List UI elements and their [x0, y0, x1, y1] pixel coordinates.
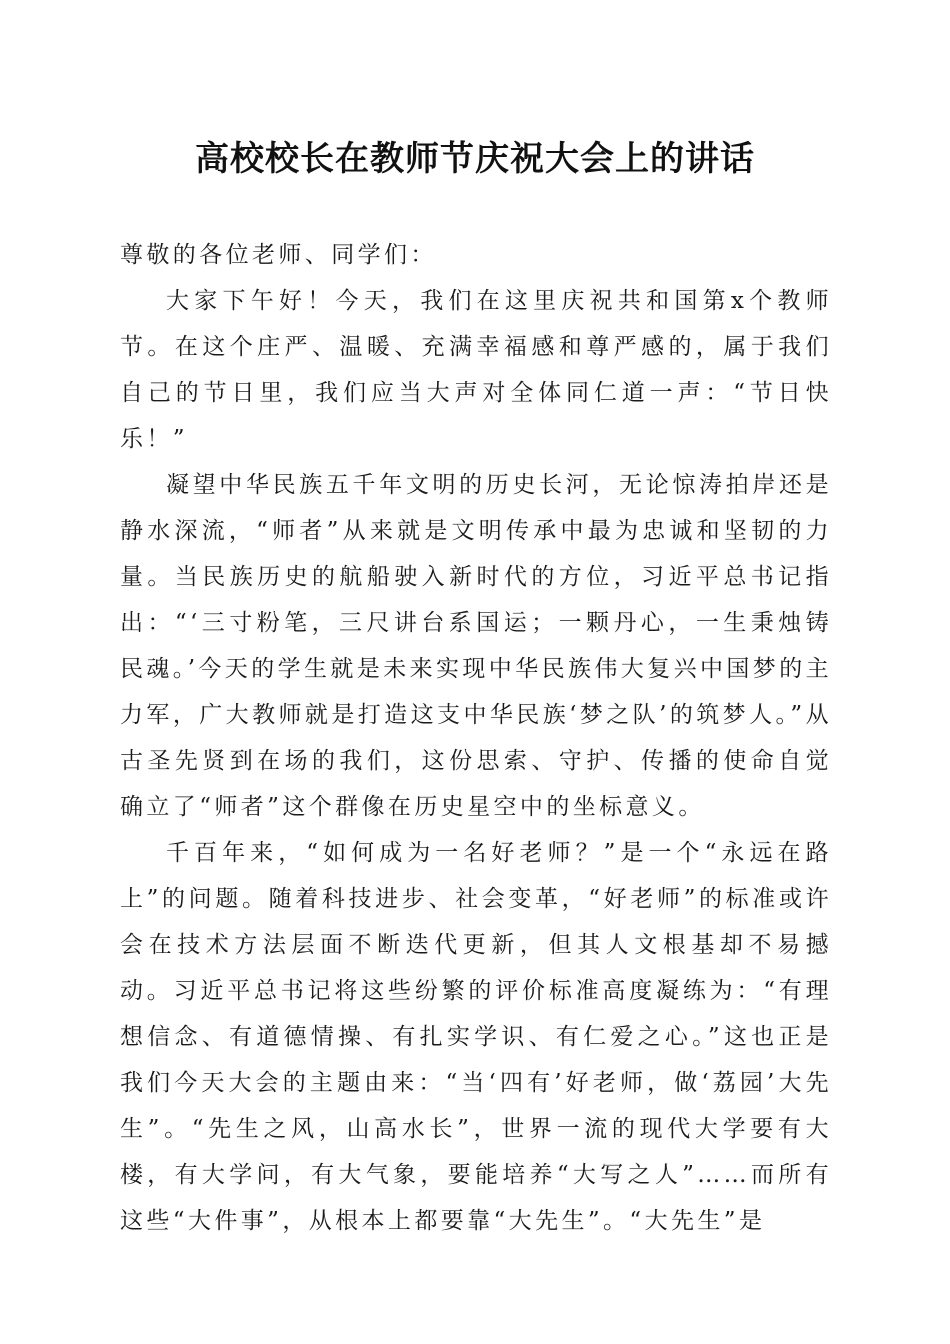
document-body — [120, 232, 832, 1244]
salutation: 尊敬的各位老师、同学们： — [120, 242, 437, 268]
paragraph-history: 凝望中华民族五千年文明的历史长河，无论惊涛拍岸还是静水深流，“师者”从来就是文明传承中最为忠诚和坚韧的力量。当民族历史的航船驶入新时代的方位，习近平总书记指出：“‘三寸粉笔，三尺讲台系国运；一颗丹心，一生秉烛铸民魂。’今天的学生就是未来实现中华民族伟大复兴中国梦的主力军，广大教师就是打造这支中华民族‘梦之队’的筑梦人。”从古圣先贤到在场的我们，这份思索、守护、传播的使命自觉确立了“师者”这个群像在历史星空中的坐标意义。 — [120, 472, 833, 820]
paragraph-greeting: 大家下午好！今天，我们在这里庆祝共和国第x个教师节。在这个庄严、温暖、充满幸福感和尊严感的，属于我们自己的节日里，我们应当大声对全体同仁道一声：“节日快乐！” — [120, 288, 832, 452]
document-title: 高校校长在教师节庆祝大会上的讲话 — [195, 139, 755, 179]
paragraph-good-teacher: 千百年来，“如何成为一名好老师？”是一个“永远在路上”的问题。随着科技进步、社会变革，“好老师”的标准或许会在技术方法层面不断迭代更新，但其人文根基却不易撼动。习近平总书记将这些纷繁的评价标准高度凝练为：“有理想信念、有道德情操、有扎实学识、有仁爱之心。”这也正是我们今天大会的主题由来：“当‘四有’好老师，做‘荔园’大先生”。“先生之风，山高水长”，世界一流的现代大学要有大楼，有大学问，有大气象，要能培养“大写之人”……而所有这些“大件事”，从根本上都要靠“大先生”。“大先生”是 — [120, 840, 832, 1234]
